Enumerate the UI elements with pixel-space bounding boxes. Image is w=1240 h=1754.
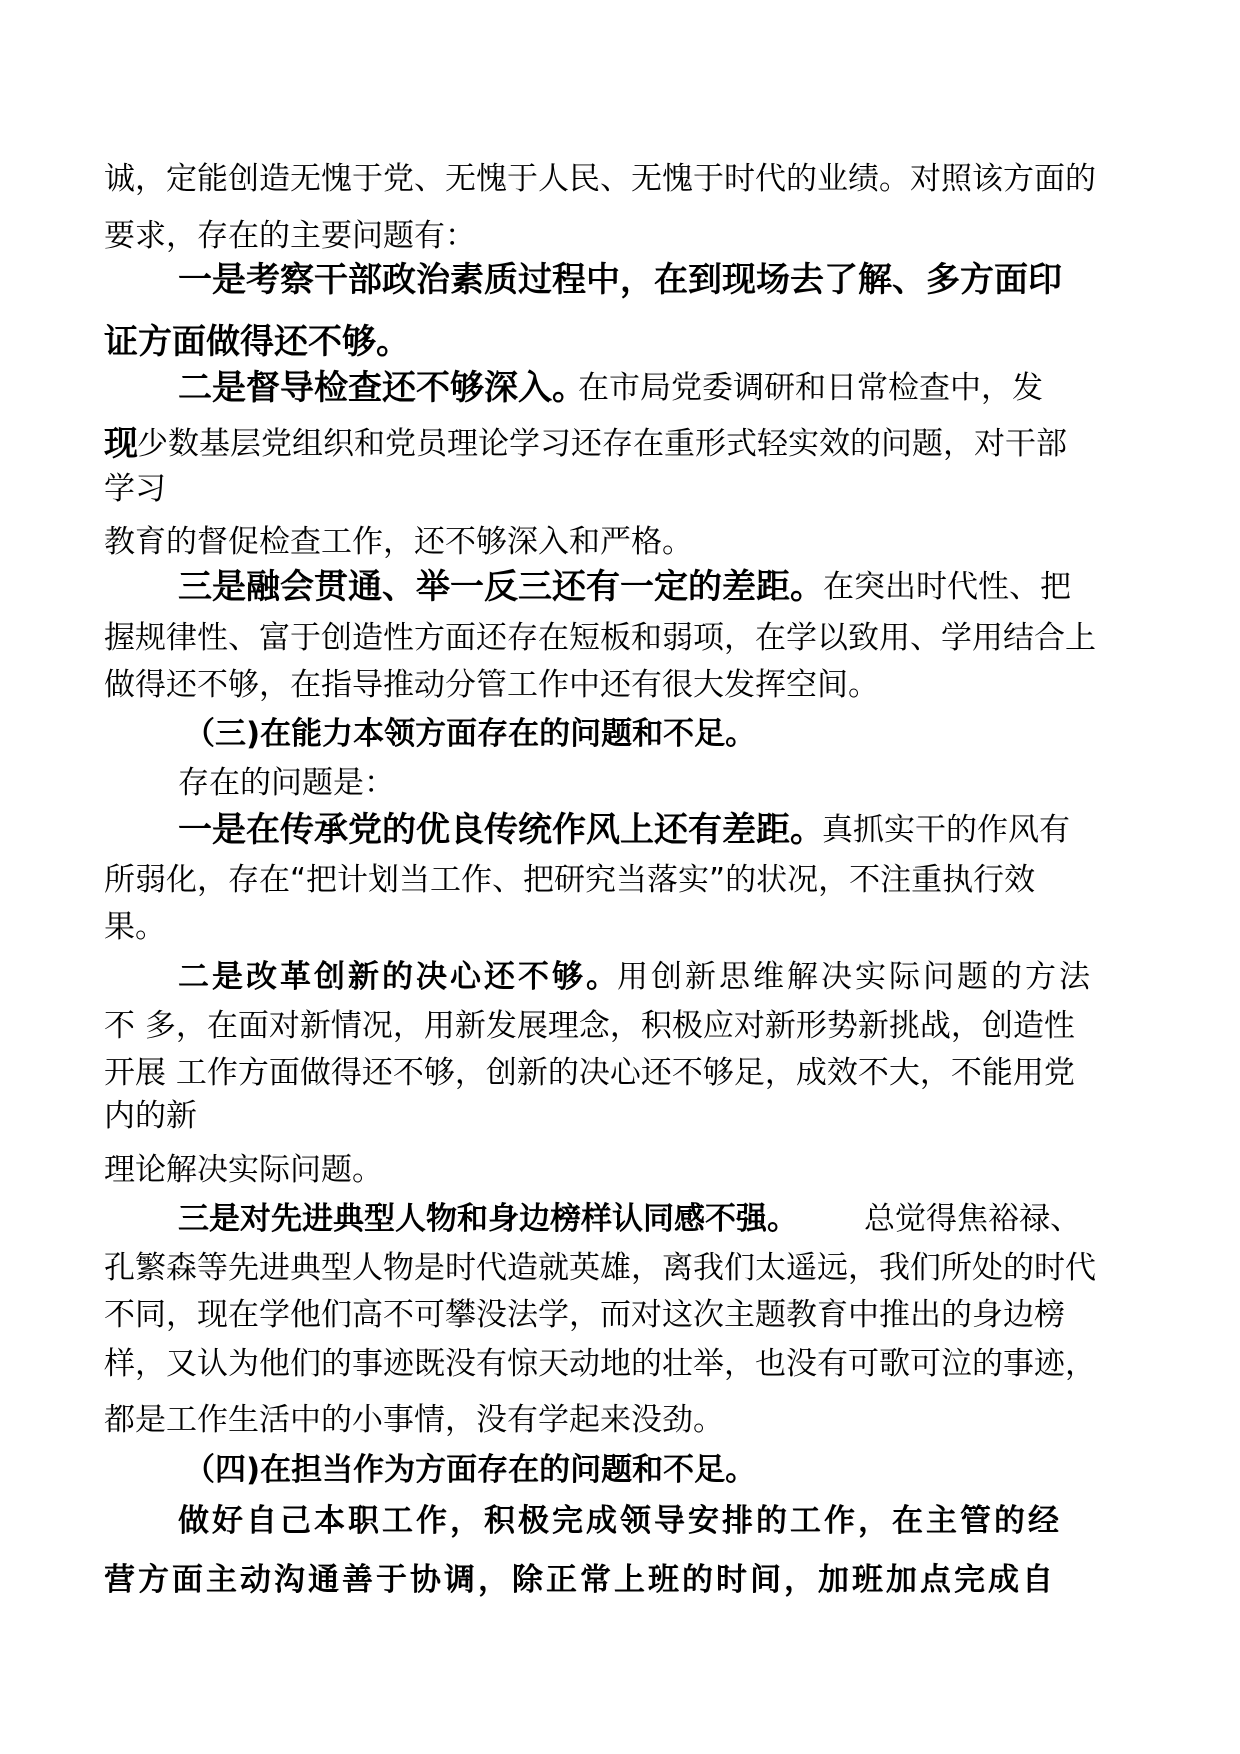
text-line: 不 多，在面对新情况，用新发展理念，积极应对新形势新挑战，创造性 (104, 1008, 1075, 1044)
heading-line: 三是对先进典型人物和身边榜样认同感不强。 (178, 1201, 798, 1237)
heading-line: 一是考察干部政治素质过程中，在到现场去了解、多方面印 (178, 260, 1062, 300)
text-line: 做得还不够，在指导推动分管工作中还有很大发挥空间。 (104, 667, 879, 703)
heading-line: 营方面主动沟通善于协调，除正常上班的时间，加班加点完成自 (104, 1562, 1056, 1598)
text-line: 诚，定能创造无愧于党、无愧于人民、无愧于时代的业绩。对照该方面的 (104, 161, 1096, 197)
text-line: 孔繁森等先进典型人物是时代造就英雄，离我们太遥远，我们所处的时代 (104, 1250, 1096, 1286)
heading-line: 证方面做得还不够。 (104, 322, 410, 362)
text-line: 握规律性、富于创造性方面还存在短板和弱项，在学以致用、学用结合上 (104, 620, 1096, 656)
text-line: 所弱化，存在“把计划当工作、把研究当落实”的状况，不注重执行效 (104, 862, 1036, 898)
text-line: 开展 工作方面做得还不够，创新的决心还不够足，成效不大，不能用党 (104, 1055, 1075, 1091)
text-line: 用创新思维解决实际问题的方法 (617, 959, 1093, 995)
text-line: 果。 (104, 909, 166, 945)
text-line: 在突出时代性、把 (823, 569, 1071, 605)
text-line: 不同，现在学他们高不可攀没法学，而对这次主题教育中推出的身边榜 (104, 1297, 1065, 1333)
text-line: 内的新 (104, 1098, 197, 1134)
text-line: 都是工作生活中的小事情，没有学起来没劲。 (104, 1402, 724, 1438)
heading-line: 三是融会贯通、举一反三还有一定的差距。 (178, 567, 824, 607)
text-line: 要求，存在的主要问题有： (104, 218, 476, 254)
text-line: 真抓实干的作风有 (822, 812, 1070, 848)
text-line: 总觉得焦裕禄、 (864, 1201, 1081, 1237)
heading-line: 二是改革创新的决心还不够。 (178, 959, 620, 995)
text-line: 教育的督促检查工作，还不够深入和严格。 (104, 524, 693, 560)
text-line: 理论解决实际问题。 (104, 1152, 383, 1188)
heading-line: 二是督导检查还不够深入。 (178, 368, 586, 408)
section-heading: （四)在担当作为方面存在的问题和不足。 (184, 1452, 757, 1488)
heading-line: 一是在传承党的优良传统作风上还有差距。 (178, 810, 824, 850)
section-heading: （三)在能力本领方面存在的问题和不足。 (184, 716, 757, 752)
text-line: 少数基层党组织和党员理论学习还存在重形式轻实效的问题，对干部 (137, 426, 1067, 462)
text-line: 存在的问题是： (178, 765, 395, 801)
heading-line: 现 (104, 424, 138, 464)
text-line: 学习 (104, 471, 166, 507)
text-line: 在市局党委调研和日常检查中，发 (578, 370, 1043, 406)
heading-line: 做好自己本职工作，积极完成领导安排的工作，在主管的经 (178, 1503, 1062, 1539)
text-line: 样，又认为他们的事迹既没有惊天动地的壮举，也没有可歌可泣的事迹， (104, 1346, 1096, 1382)
